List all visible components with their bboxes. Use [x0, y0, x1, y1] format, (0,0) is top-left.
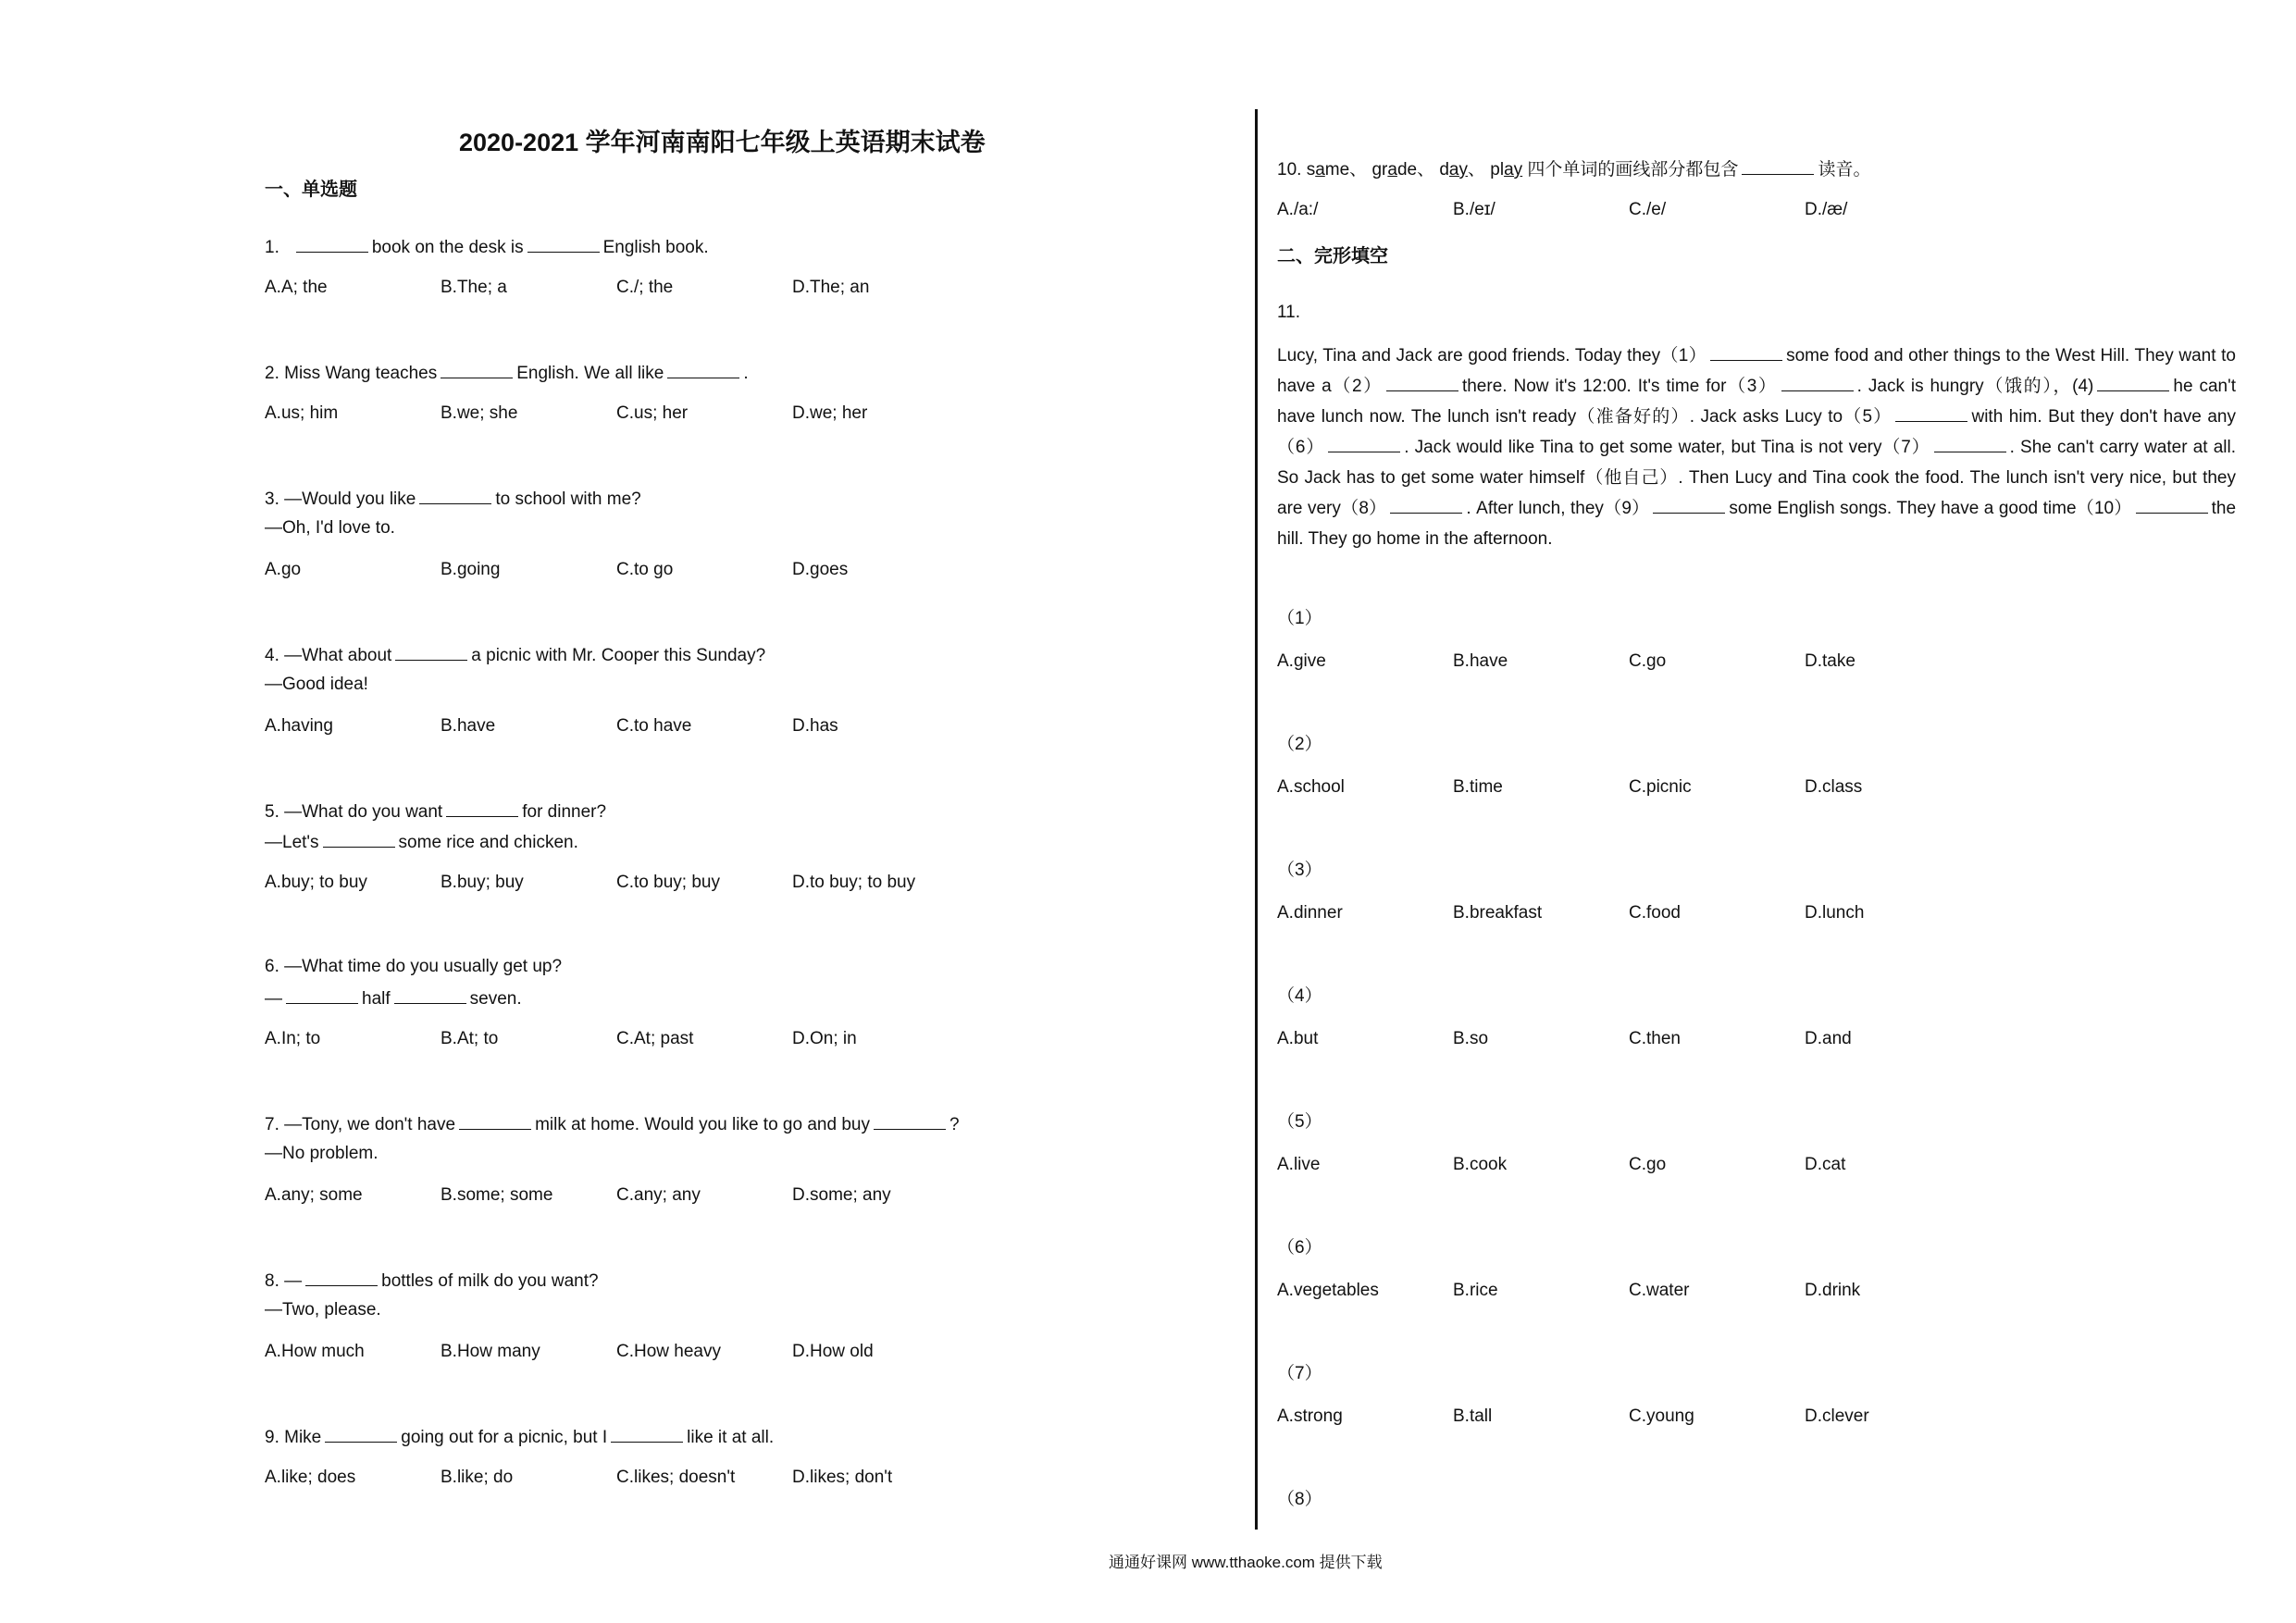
option-b[interactable]: B.cook: [1453, 1155, 1508, 1174]
option-d[interactable]: D.and: [1805, 1029, 1852, 1048]
answer-blank: [667, 361, 739, 378]
question-6: 6. —What time do you usually get up?: [265, 957, 563, 976]
cloze-passage: Lucy, Tina and Jack are good friends. Today they（1） some food and other things to the West Hill. They want to have a（2） there. Now it's 12:00. It's time for（3） . Jack is hungry（饿的），(4) he can't have lunch now. The lunch isn't ready（准备好的）. Jack asks Lucy to（5） with him. But they don't have any（6） . Jack would like Tina to get some water, but Tina is not very（7） . She can't carry water at all. So Jack has to get some water himself（他自己）. Then Lucy and Tina cook the food. The lunch isn't very nice, but they are very（8） . After lunch, they（9） some English songs. They have a good time（10） the hill. They go home in the afternoon.: [1277, 341, 2236, 554]
answer-blank: [1742, 157, 1814, 175]
option-c[interactable]: C.water: [1629, 1281, 1690, 1300]
option-d[interactable]: D.The; an: [792, 278, 870, 297]
option-d[interactable]: D.take: [1805, 651, 1855, 671]
option-d[interactable]: D.has: [792, 716, 838, 736]
option-b[interactable]: B.tall: [1453, 1406, 1493, 1426]
option-c[interactable]: C.At; past: [616, 1029, 694, 1048]
option-c[interactable]: C.food: [1629, 903, 1681, 923]
option-c[interactable]: C.picnic: [1629, 777, 1692, 797]
option-d[interactable]: D.clever: [1805, 1406, 1869, 1426]
option-b[interactable]: B.have: [441, 716, 496, 736]
option-d[interactable]: D.lunch: [1805, 903, 1865, 923]
option-a[interactable]: A.strong: [1277, 1406, 1343, 1426]
answer-blank: [419, 487, 491, 504]
question-4-response: —Good idea!: [265, 675, 368, 694]
question-5-response: —Let's some rice and chicken.: [265, 830, 578, 854]
subquestion-label: （1）: [1277, 609, 1322, 628]
answer-blank: [441, 361, 513, 378]
subquestion-label: （8）: [1277, 1490, 1322, 1509]
subquestion-label: （4）: [1277, 986, 1322, 1006]
option-b[interactable]: B.we; she: [441, 403, 518, 423]
subquestion-label: （3）: [1277, 861, 1322, 880]
column-divider: [1255, 109, 1258, 1530]
answer-blank: [1934, 435, 2006, 452]
option-a[interactable]: A.live: [1277, 1155, 1321, 1174]
answer-blank: [2136, 496, 2208, 514]
option-d[interactable]: D.drink: [1805, 1281, 1861, 1300]
option-c[interactable]: C.us; her: [616, 403, 689, 423]
section-heading-cloze: 二、完形填空: [1277, 246, 1388, 266]
option-d[interactable]: D.On; in: [792, 1029, 857, 1048]
answer-blank: [394, 986, 466, 1004]
option-a[interactable]: A.buy; to buy: [265, 873, 367, 892]
option-d[interactable]: D.cat: [1805, 1155, 1846, 1174]
question-7-response: —No problem.: [265, 1144, 379, 1163]
answer-blank: [611, 1425, 683, 1443]
answer-blank: [1781, 374, 1854, 391]
option-a[interactable]: A.dinner: [1277, 903, 1343, 923]
option-b[interactable]: B.time: [1453, 777, 1503, 797]
answer-blank: [2097, 374, 2169, 391]
option-a[interactable]: A.In; to: [265, 1029, 321, 1048]
option-a[interactable]: A.having: [265, 716, 333, 736]
section-heading-single-choice: 一、单选题: [265, 180, 357, 200]
option-c[interactable]: C./; the: [616, 278, 674, 297]
answer-blank: [874, 1112, 946, 1130]
option-c[interactable]: C.go: [1629, 651, 1667, 671]
option-b[interactable]: B.buy; buy: [441, 873, 524, 892]
option-a[interactable]: A.but: [1277, 1029, 1319, 1048]
answer-blank: [459, 1112, 531, 1130]
answer-blank: [1328, 435, 1400, 452]
subquestion-label: （7）: [1277, 1364, 1322, 1383]
option-a[interactable]: A.give: [1277, 651, 1326, 671]
option-d[interactable]: D.some; any: [792, 1185, 891, 1205]
page-title: 2020-2021 学年河南南阳七年级上英语期末试卷: [459, 129, 986, 156]
answer-blank: [395, 643, 467, 661]
subquestion-label: （6）: [1277, 1238, 1322, 1258]
answer-blank: [296, 235, 368, 253]
answer-blank: [1386, 374, 1458, 391]
question-11-number: 11.: [1277, 303, 1301, 322]
question-1: 1. book on the desk is English book.: [265, 235, 709, 259]
option-a[interactable]: A.like; does: [265, 1468, 356, 1487]
option-d[interactable]: D./æ/: [1805, 200, 1848, 219]
option-a[interactable]: A.any; some: [265, 1185, 363, 1205]
option-b[interactable]: B.so: [1453, 1029, 1489, 1048]
option-c[interactable]: C.to go: [616, 560, 674, 579]
question-5: 5. —What do you want for dinner?: [265, 799, 606, 824]
option-c[interactable]: C.young: [1629, 1406, 1694, 1426]
option-d[interactable]: D.we; her: [792, 403, 868, 423]
question-2: 2. Miss Wang teaches English. We all like .: [265, 361, 749, 385]
answer-blank: [323, 830, 395, 848]
option-c[interactable]: C.any; any: [616, 1185, 701, 1205]
question-3-response: —Oh, I'd love to.: [265, 518, 395, 538]
option-b[interactable]: B.How many: [441, 1342, 540, 1361]
option-c[interactable]: C.then: [1629, 1029, 1681, 1048]
option-c[interactable]: C./e/: [1629, 200, 1667, 219]
option-c[interactable]: C.to buy; buy: [616, 873, 720, 892]
option-c[interactable]: C.likes; doesn't: [616, 1468, 736, 1487]
option-c[interactable]: C.How heavy: [616, 1342, 721, 1361]
question-4: 4. —What about a picnic with Mr. Cooper this Sunday?: [265, 643, 765, 667]
subquestion-label: （2）: [1277, 735, 1322, 754]
answer-blank: [305, 1269, 378, 1286]
question-8: 8. — bottles of milk do you want?: [265, 1269, 599, 1293]
question-8-response: —Two, please.: [265, 1300, 381, 1319]
option-b[interactable]: B.like; do: [441, 1468, 514, 1487]
option-a[interactable]: A.How much: [265, 1342, 365, 1361]
option-c[interactable]: C.go: [1629, 1155, 1667, 1174]
option-a[interactable]: A.go: [265, 560, 302, 579]
answer-blank: [446, 799, 518, 817]
option-c[interactable]: C.to have: [616, 716, 692, 736]
option-d[interactable]: D.to buy; to buy: [792, 873, 916, 892]
option-d[interactable]: D.How old: [792, 1342, 874, 1361]
option-b[interactable]: B.have: [1453, 651, 1508, 671]
option-a[interactable]: A./a:/: [1277, 200, 1319, 219]
answer-blank: [325, 1425, 397, 1443]
question-7: 7. —Tony, we don't have milk at home. Would you like to go and buy ?: [265, 1112, 960, 1136]
answer-blank: [527, 235, 600, 253]
option-d[interactable]: D.likes; don't: [792, 1468, 893, 1487]
question-3: 3. —Would you like to school with me?: [265, 487, 641, 511]
option-d[interactable]: D.class: [1805, 777, 1863, 797]
option-b[interactable]: B.At; to: [441, 1029, 499, 1048]
option-b[interactable]: B.rice: [1453, 1281, 1498, 1300]
subquestion-label: （5）: [1277, 1112, 1322, 1132]
answer-blank: [1390, 496, 1462, 514]
option-a[interactable]: A.vegetables: [1277, 1281, 1379, 1300]
question-10: 10. same、 grade、 day、 play 四个单词的画线部分都包含 读音。: [1277, 157, 1870, 181]
answer-blank: [286, 986, 358, 1004]
answer-blank: [1710, 343, 1782, 361]
question-9: 9. Mike going out for a picnic, but I like it at all.: [265, 1425, 774, 1449]
answer-blank: [1653, 496, 1725, 514]
option-b[interactable]: B.The; a: [441, 278, 507, 297]
option-b[interactable]: B.going: [441, 560, 501, 579]
option-b[interactable]: B./eɪ/: [1453, 200, 1496, 219]
option-a[interactable]: A.us; him: [265, 403, 339, 423]
option-d[interactable]: D.goes: [792, 560, 849, 579]
option-b[interactable]: B.some; some: [441, 1185, 553, 1205]
answer-blank: [1895, 404, 1967, 422]
option-a[interactable]: A.school: [1277, 777, 1345, 797]
page-footer: 通通好课网 www.tthaoke.com 提供下载: [1109, 1554, 1383, 1571]
option-b[interactable]: B.breakfast: [1453, 903, 1543, 923]
option-a[interactable]: A.A; the: [265, 278, 328, 297]
question-6-response: — half seven.: [265, 986, 522, 1010]
